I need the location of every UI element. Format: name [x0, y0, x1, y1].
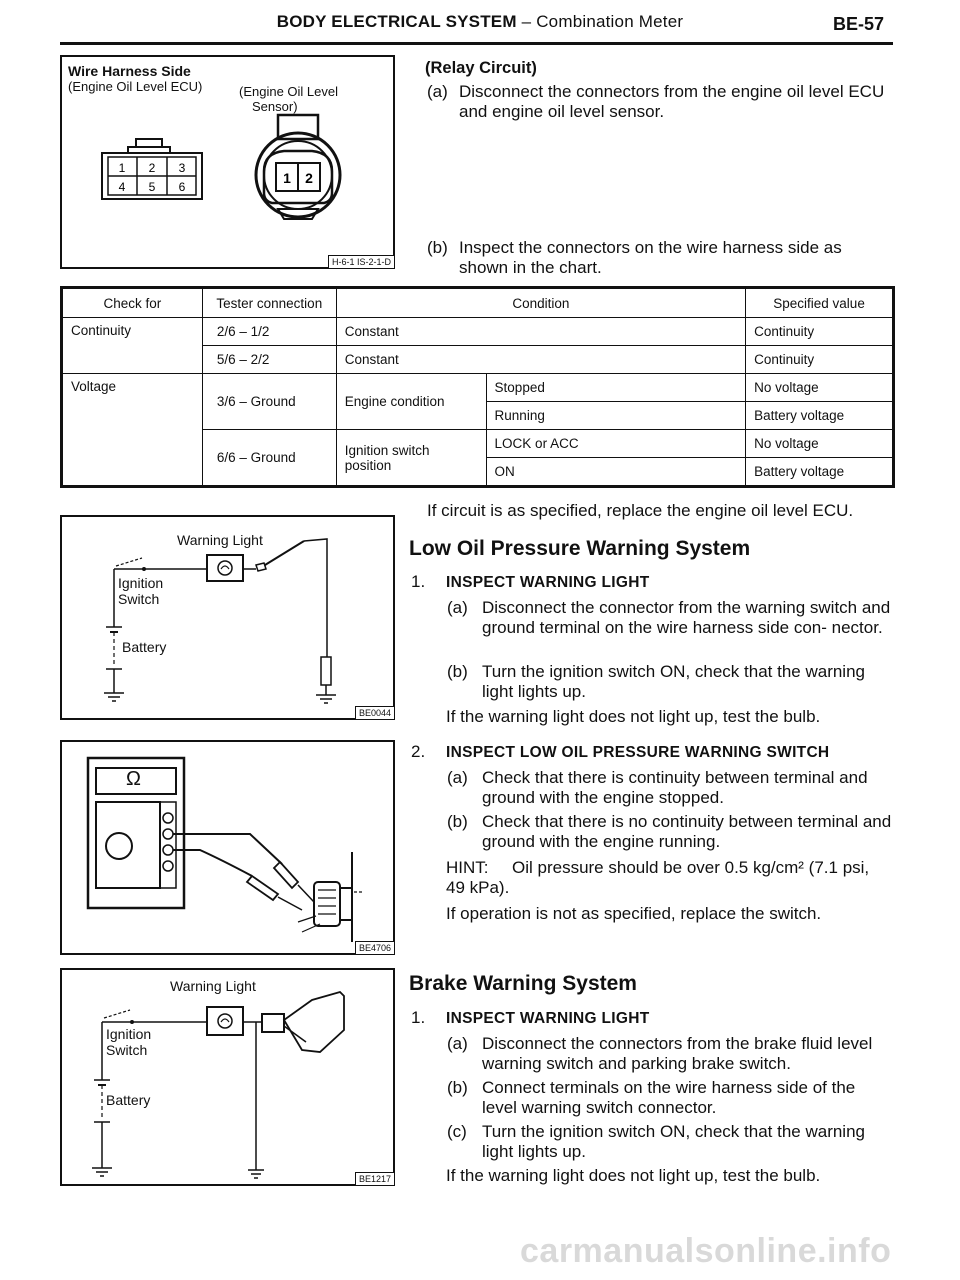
figure-id: H-6-1 IS-2-1-D: [328, 255, 395, 269]
specified-value: Battery voltage: [746, 458, 893, 486]
condition-line: Ignition switch: [344, 442, 430, 458]
page-header: [0, 12, 960, 32]
hint-label: HINT:: [446, 858, 489, 877]
low-oil-step2-title: INSPECT LOW OIL PRESSURE WARNING SWITCH: [446, 744, 830, 761]
ecu-pin: 3: [178, 161, 186, 175]
ohm-symbol: Ω: [126, 768, 141, 790]
header-section-title: Combination Meter: [536, 12, 684, 31]
tester-connection: 6/6 – Ground: [202, 430, 336, 486]
sub-condition: Running: [486, 402, 746, 430]
ecu-label: (Engine Oil Level ECU): [68, 79, 203, 94]
warning-light-label: Warning Light: [177, 532, 263, 548]
figure-title: Wire Harness Side: [68, 63, 191, 79]
low-oil-step1-title: INSPECT WARNING LIGHT: [446, 574, 650, 591]
low-oil-step2-note: If operation is not as specified, replace the switch.: [446, 904, 822, 923]
condition-line: position: [344, 457, 392, 473]
brake-step-b-text: Connect terminals on the wire harness side of the level warning switch connector.: [482, 1078, 856, 1117]
ecu-pin: 5: [148, 180, 156, 194]
brake-warning-circuit-drawing: [62, 970, 393, 1184]
tester-connection: 3/6 – Ground: [202, 374, 336, 430]
watermark: carmanualsonline.info: [520, 1232, 892, 1270]
ecu-pin: 6: [178, 180, 186, 194]
low-oil-step1-number: 1.: [411, 572, 426, 591]
sensor-pin: 2: [305, 170, 313, 186]
brake-step1-number: 1.: [411, 1008, 426, 1027]
header-condition: Condition: [336, 289, 745, 318]
ohmmeter-drawing: [62, 742, 393, 953]
condition: Constant: [336, 318, 745, 346]
brake-note: If the warning light does not light up, test the bulb.: [446, 1166, 821, 1185]
ecu-connector-drawing: [98, 135, 208, 205]
sub-condition: LOCK or ACC: [486, 430, 746, 458]
spec-table: [60, 286, 895, 488]
condition: Constant: [336, 346, 745, 374]
sensor-label-line2: Sensor): [252, 99, 298, 114]
figure-id: BE0044: [355, 706, 395, 720]
low-oil-step1a-text: Disconnect the connector from the warning switch and ground terminal on the wire harness side con- nector.: [482, 598, 891, 637]
low-oil-section-title: Low Oil Pressure Warning System: [409, 537, 751, 560]
brake-warning-circuit-figure: [60, 968, 395, 1186]
ohmmeter-figure: [60, 740, 395, 955]
sensor-pin: 1: [283, 170, 291, 186]
header-separator: –: [516, 12, 537, 31]
figure-id: BE4706: [355, 941, 395, 955]
condition: Engine condition: [336, 374, 486, 430]
condition: [336, 430, 486, 486]
ecu-pin: 4: [118, 180, 126, 194]
brake-step-c-label: (c): [447, 1122, 467, 1141]
header-check-for: Check for: [63, 289, 203, 318]
battery-label: Battery: [106, 1092, 151, 1108]
specified-value: Continuity: [746, 318, 893, 346]
relay-step-b-text: Inspect the connectors on the wire harness side as shown in the chart.: [459, 238, 842, 277]
table-row: [63, 318, 893, 346]
switch-label: Switch: [118, 591, 160, 607]
sensor-label-line1: (Engine Oil Level: [239, 84, 338, 99]
low-oil-step2b-text: Check that there is no continuity between terminal and ground with the engine running.: [482, 812, 892, 851]
connector-figure: [60, 55, 395, 269]
low-oil-step1b-label: (b): [447, 662, 468, 681]
ecu-pin: 2: [148, 161, 156, 175]
ecu-pin: 1: [118, 161, 126, 175]
table-header-row: [63, 289, 893, 318]
low-oil-step1a-label: (a): [447, 598, 468, 617]
low-oil-step2b-label: (b): [447, 812, 468, 831]
oil-warning-circuit-figure: [60, 515, 395, 720]
low-oil-step2a-label: (a): [447, 768, 468, 787]
low-oil-step2a-text: Check that there is continuity between terminal and ground with the engine stopped.: [482, 768, 868, 807]
figure-id: BE1217: [355, 1172, 395, 1186]
brake-step1-title: INSPECT WARNING LIGHT: [446, 1010, 650, 1027]
brake-step-b-label: (b): [447, 1078, 468, 1097]
sub-condition: ON: [486, 458, 746, 486]
check-continuity: Continuity: [63, 318, 203, 374]
check-voltage: Voltage: [63, 374, 203, 486]
relay-step-a-text: Disconnect the connectors from the engine oil level ECU and engine oil level sensor.: [459, 82, 885, 121]
header-specified-value: Specified value: [746, 289, 893, 318]
brake-step-a-label: (a): [447, 1034, 468, 1053]
header-section-bold: BODY ELECTRICAL SYSTEM: [276, 12, 517, 31]
relay-heading: (Relay Circuit): [425, 59, 537, 77]
page-number: BE-57: [833, 14, 885, 34]
brake-step-a-text: Disconnect the connectors from the brake fluid level warning switch and parking brake switch.: [482, 1034, 873, 1073]
low-oil-step1b-text: Turn the ignition switch ON, check that the warning light lights up.: [482, 662, 865, 701]
specified-value: No voltage: [746, 430, 893, 458]
after-table-note: If circuit is as specified, replace the engine oil level ECU.: [427, 501, 854, 520]
low-oil-step2-number: 2.: [411, 742, 426, 761]
switch-label: Switch: [106, 1042, 148, 1058]
tester-connection: 5/6 – 2/2: [202, 346, 336, 374]
ignition-label: Ignition: [118, 575, 164, 591]
relay-step-b-label: (b): [427, 238, 448, 257]
table-row: [63, 374, 893, 402]
warning-light-label: Warning Light: [170, 978, 256, 994]
hint-text: Oil pressure should be over 0.5 kg/cm² (7.1 psi, 49 kPa).: [446, 858, 870, 897]
ignition-label: Ignition: [106, 1026, 152, 1042]
sub-condition: Stopped: [486, 374, 746, 402]
brake-section-title: Brake Warning System: [409, 972, 637, 995]
header-tester-connection: Tester connection: [202, 289, 336, 318]
sensor-connector-drawing: [248, 109, 348, 224]
tester-connection: 2/6 – 1/2: [202, 318, 336, 346]
battery-label: Battery: [122, 639, 167, 655]
specified-value: No voltage: [746, 374, 893, 402]
specified-value: Continuity: [746, 346, 893, 374]
relay-step-a-label: (a): [427, 82, 448, 101]
brake-step-c-text: Turn the ignition switch ON, check that the warning light lights up.: [482, 1122, 865, 1161]
specified-value: Battery voltage: [746, 402, 893, 430]
header-rule: [60, 42, 893, 45]
low-oil-step1-note: If the warning light does not light up, test the bulb.: [446, 707, 821, 726]
